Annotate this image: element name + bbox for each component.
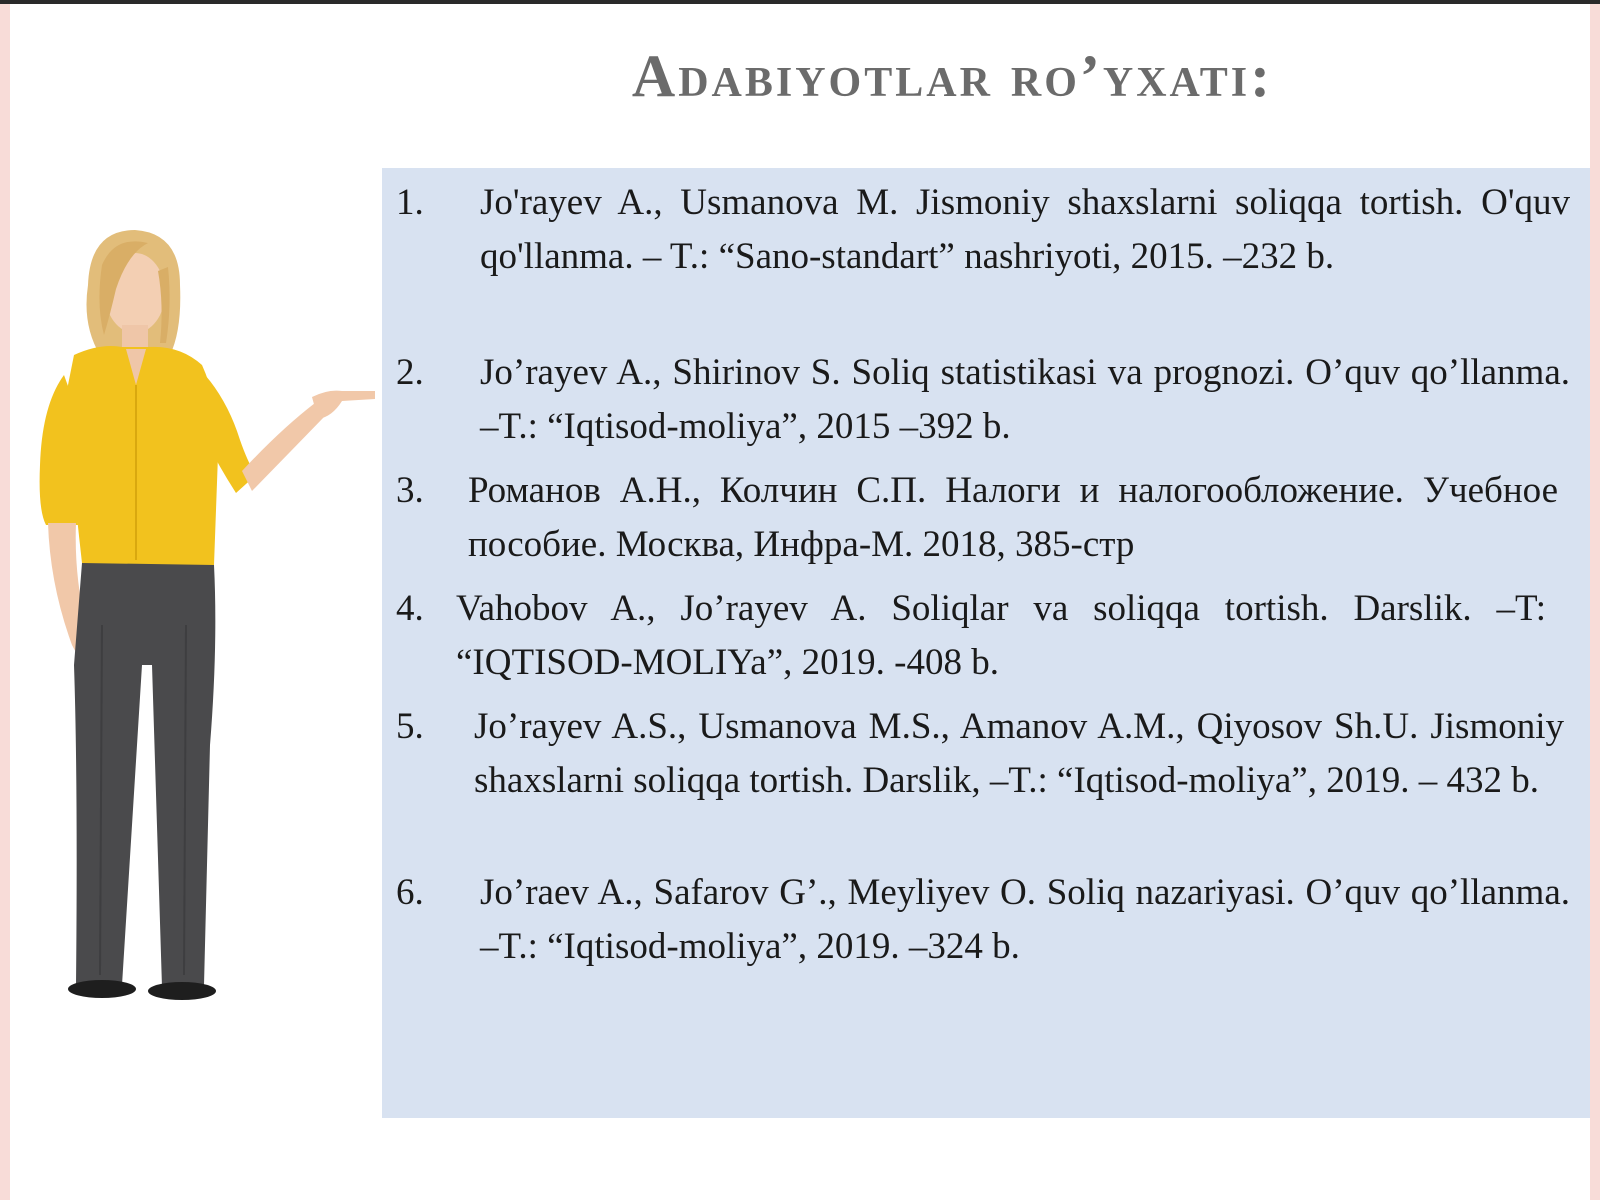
reference-text: Jo’rayev A.S., Usmanova M.S., Amanov A.M., Qiyosov Sh.U. Jismoniy shaxslarni soliqqa tortish. Darslik, –T.: “Iqtisod-moliya”, 2019. – 432 b. (474, 706, 1564, 801)
reference-number: 6. (396, 872, 424, 913)
shoe (68, 980, 136, 998)
reference-text: Jo'rayev A., Usmanova M. Jismoniy shaxslarni soliqqa tortish. O'quv qo'llanma. – T.: “Sano-standart” nashriyoti, 2015. –232 b. (480, 182, 1570, 277)
pointing-hand (312, 391, 375, 419)
slide-title: Adabiyotlar ro’yxati: (631, 43, 1274, 109)
reference-number: 4. (396, 588, 424, 629)
blouse (66, 346, 218, 570)
presenter-figure (30, 225, 390, 1025)
top-border-line (0, 0, 1600, 4)
reference-number: 1. (396, 182, 424, 223)
reference-text: Jo’raev A., Safarov G’., Meyliyev O. Soliq nazariyasi. O’quv qo’llanma. –T.: “Iqtisod-moliya”, 2019. –324 b. (480, 872, 1570, 967)
reference-number: 3. (396, 470, 424, 511)
shoe (148, 982, 216, 1000)
reference-number: 2. (396, 352, 424, 393)
trousers (74, 563, 215, 987)
right-edge-strip (1590, 4, 1600, 1200)
left-edge-strip (0, 4, 10, 1200)
reference-text: Романов А.Н., Колчин С.П. Налоги и налогообложение. Учебное пособие. Москва, Инфра-М. 2018, 385-стр (468, 470, 1558, 565)
reference-number: 5. (396, 706, 424, 747)
reference-text: Vahobov A., Jo’rayev A. Soliqlar va soliqqa tortish. Darslik. –T: “IQTISOD-MOLIYa”, 2019. -408 b. (456, 588, 1546, 683)
right-forearm (242, 403, 324, 491)
reference-text: Jo’rayev A., Shirinov S. Soliq statistikasi va prognozi. O’quv qo’llanma. –T.: “Iqtisod-moliya”, 2015 –392 b. (480, 352, 1570, 447)
